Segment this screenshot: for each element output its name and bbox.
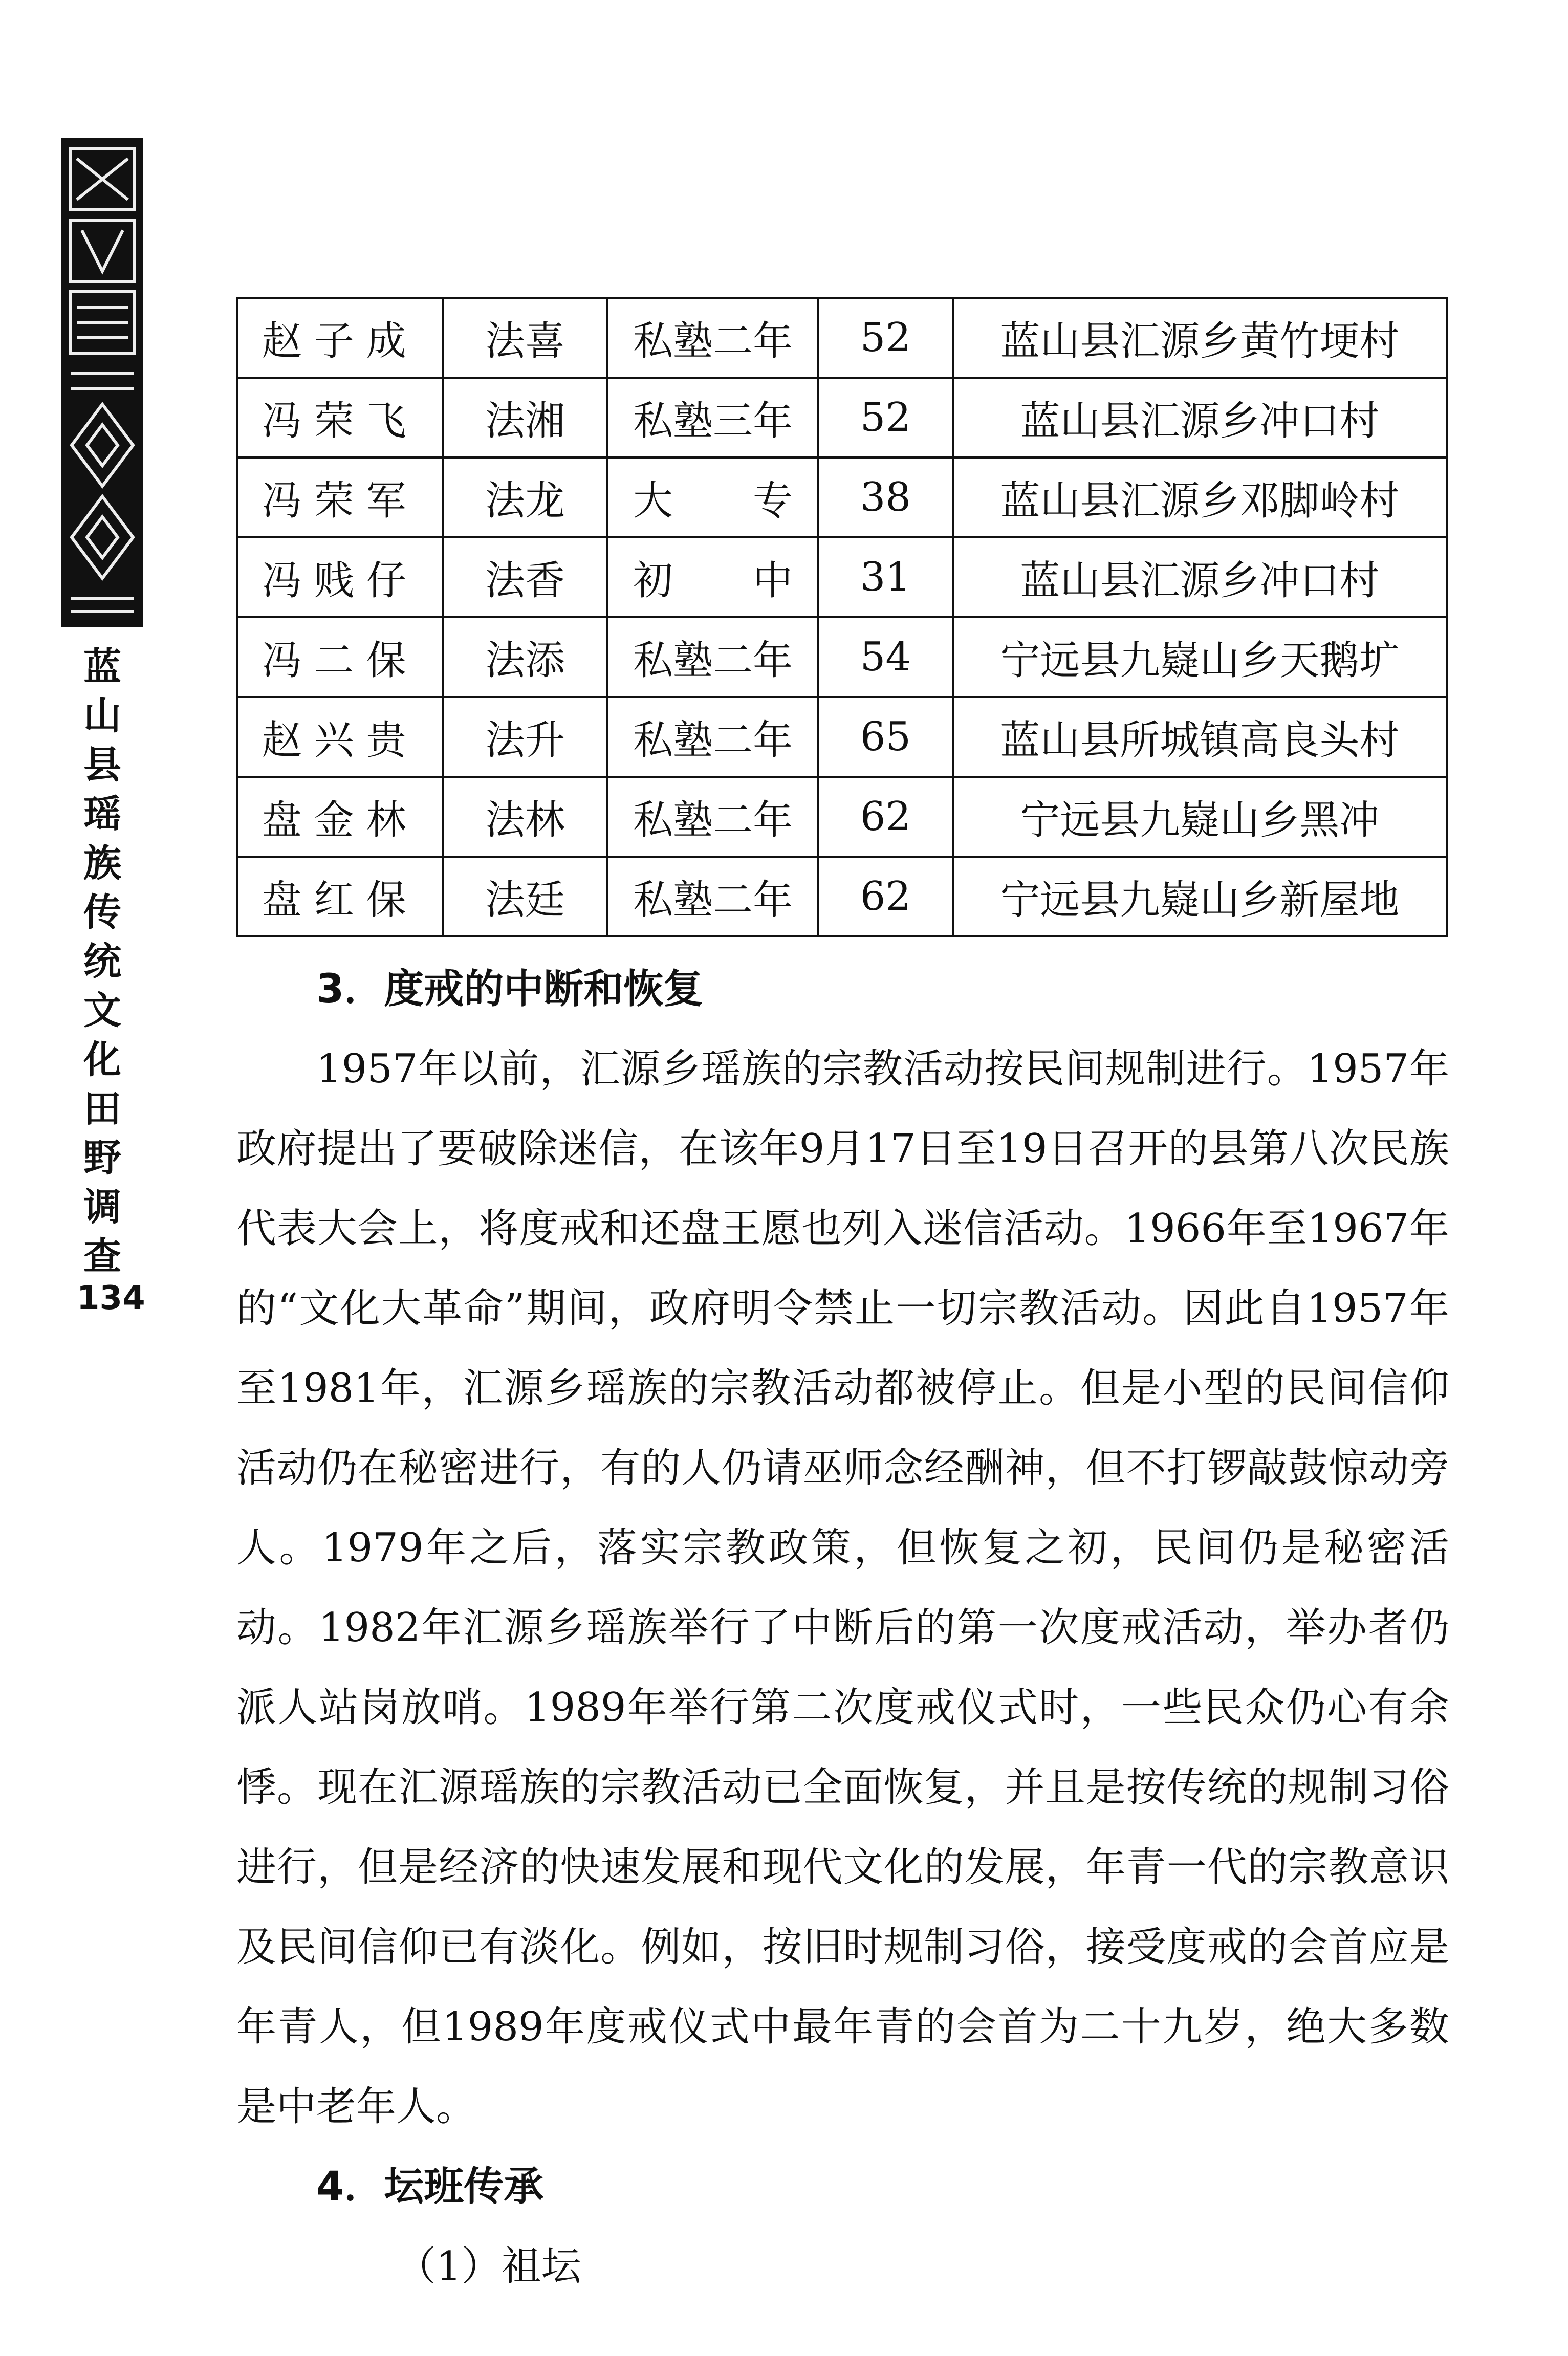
title-char: 查: [83, 1234, 121, 1278]
address-cell: 宁远县九嶷山乡黑冲: [953, 777, 1447, 857]
subheading-ancestral-altar: （1）祖坛: [396, 2243, 581, 2289]
name-cell: 冯荣飞: [237, 378, 443, 457]
dharma-name-cell: 法喜: [443, 298, 607, 378]
name-cell: 冯二保: [237, 617, 443, 697]
table-row: [237, 697, 1447, 777]
address-cell: 蓝山县汇源乡邓脚岭村: [953, 457, 1447, 537]
education-cell: 私塾二年: [607, 857, 818, 936]
title-char: 传: [83, 890, 121, 934]
age-cell: 54: [818, 617, 953, 697]
age-cell: 62: [818, 777, 953, 857]
name-cell: 赵子成: [237, 298, 443, 378]
table-row: [237, 378, 1447, 457]
education-cell: 私塾二年: [607, 777, 818, 857]
age-cell: 52: [818, 378, 953, 457]
dharma-name-cell: 法龙: [443, 457, 607, 537]
age-cell: 52: [818, 298, 953, 378]
name-cell: 盘金林: [237, 777, 443, 857]
education-cell: 初 中: [607, 537, 818, 617]
address-cell: 蓝山县汇源乡冲口村: [953, 537, 1447, 617]
title-char: 瑶: [83, 792, 121, 836]
title-char: 蓝: [83, 645, 121, 689]
dharma-name-cell: 法廷: [443, 857, 607, 936]
table-row: [237, 617, 1447, 697]
section-3-heading: 3．度戒的中断和恢复: [316, 966, 704, 1012]
address-cell: 蓝山县所城镇高良头村: [953, 697, 1447, 777]
pattern-graphic: [61, 138, 143, 627]
age-cell: 31: [818, 537, 953, 617]
table-row: [237, 298, 1447, 378]
address-cell: 宁远县九嶷山乡天鹅圹: [953, 617, 1447, 697]
title-char: 统: [83, 940, 121, 984]
decorative-pattern-band: [61, 138, 143, 627]
title-char: 山: [83, 694, 121, 738]
section-3-paragraph: 1957年以前，汇源乡瑶族的宗教活动按民间规制进行。1957年政府提出了要破除迷信，在该年9月17日至19日召开的县第八次民族代表大会上，将度戒和还盘王愿也列入迷信活动。1966年至1967年的“文化大革命”期间，政府明令禁止一切宗教活动。因此自1957年至1981年，汇源乡瑶族的宗教活动都被停止。但是小型的民间信仰活动仍在秘密进行，有的人仍请巫师念经酬神，但不打锣敲鼓惊动旁人。1979年之后，落实宗教政策，但恢复之初，民间仍是秘密活动。1982年汇源乡瑶族举行了中断后的第一次度戒活动，举办者仍派人站岗放哨。1989年举行第二次度戒仪式时，一些民众仍心有余悸。现在汇源瑶族的宗教活动已全面恢复，并且是按传统的规制习俗进行，但是经济的快速发展和现代文化的发展，年青一代的宗教意识及民间信仰已有淡化。例如，按旧时规制习俗，接受度戒的会首应是年青人，但1989年度戒仪式中最年青的会首为二十九岁，绝大多数是中老年人。: [236, 1046, 1449, 2130]
name-cell: 冯荣军: [237, 457, 443, 537]
title-char: 县: [83, 743, 121, 787]
title-char: 化: [83, 1038, 121, 1082]
dharma-name-cell: 法香: [443, 537, 607, 617]
dharma-name-cell: 法林: [443, 777, 607, 857]
section-4-heading: 4．坛班传承: [316, 2164, 544, 2210]
dharma-name-cell: 法添: [443, 617, 607, 697]
age-cell: 38: [818, 457, 953, 537]
page-number: 134: [77, 1279, 145, 1317]
title-char: 文: [83, 989, 121, 1033]
address-cell: 宁远县九嶷山乡新屋地: [953, 857, 1447, 936]
table-row: [237, 457, 1447, 537]
body-text: [236, 949, 1449, 2306]
education-cell: 大 专: [607, 457, 818, 537]
address-cell: 蓝山县汇源乡冲口村: [953, 378, 1447, 457]
dharma-name-cell: 法湘: [443, 378, 607, 457]
age-cell: 65: [818, 697, 953, 777]
name-cell: 冯贱仔: [237, 537, 443, 617]
education-cell: 私塾二年: [607, 697, 818, 777]
address-cell: 蓝山县汇源乡黄竹埂村: [953, 298, 1447, 378]
education-cell: 私塾二年: [607, 617, 818, 697]
title-char: 调: [83, 1185, 121, 1229]
education-cell: 私塾三年: [607, 378, 818, 457]
name-cell: 赵兴贵: [237, 697, 443, 777]
dharma-name-cell: 法升: [443, 697, 607, 777]
education-cell: 私塾二年: [607, 298, 818, 378]
table-row: [237, 777, 1447, 857]
title-char: 田: [83, 1087, 121, 1131]
age-cell: 62: [818, 857, 953, 936]
side-book-title: [74, 642, 130, 1281]
roster-table: [236, 297, 1448, 937]
table-row: [237, 537, 1447, 617]
table-row: [237, 857, 1447, 936]
title-char: 野: [83, 1136, 121, 1180]
name-cell: 盘红保: [237, 857, 443, 936]
title-char: 族: [83, 841, 121, 885]
